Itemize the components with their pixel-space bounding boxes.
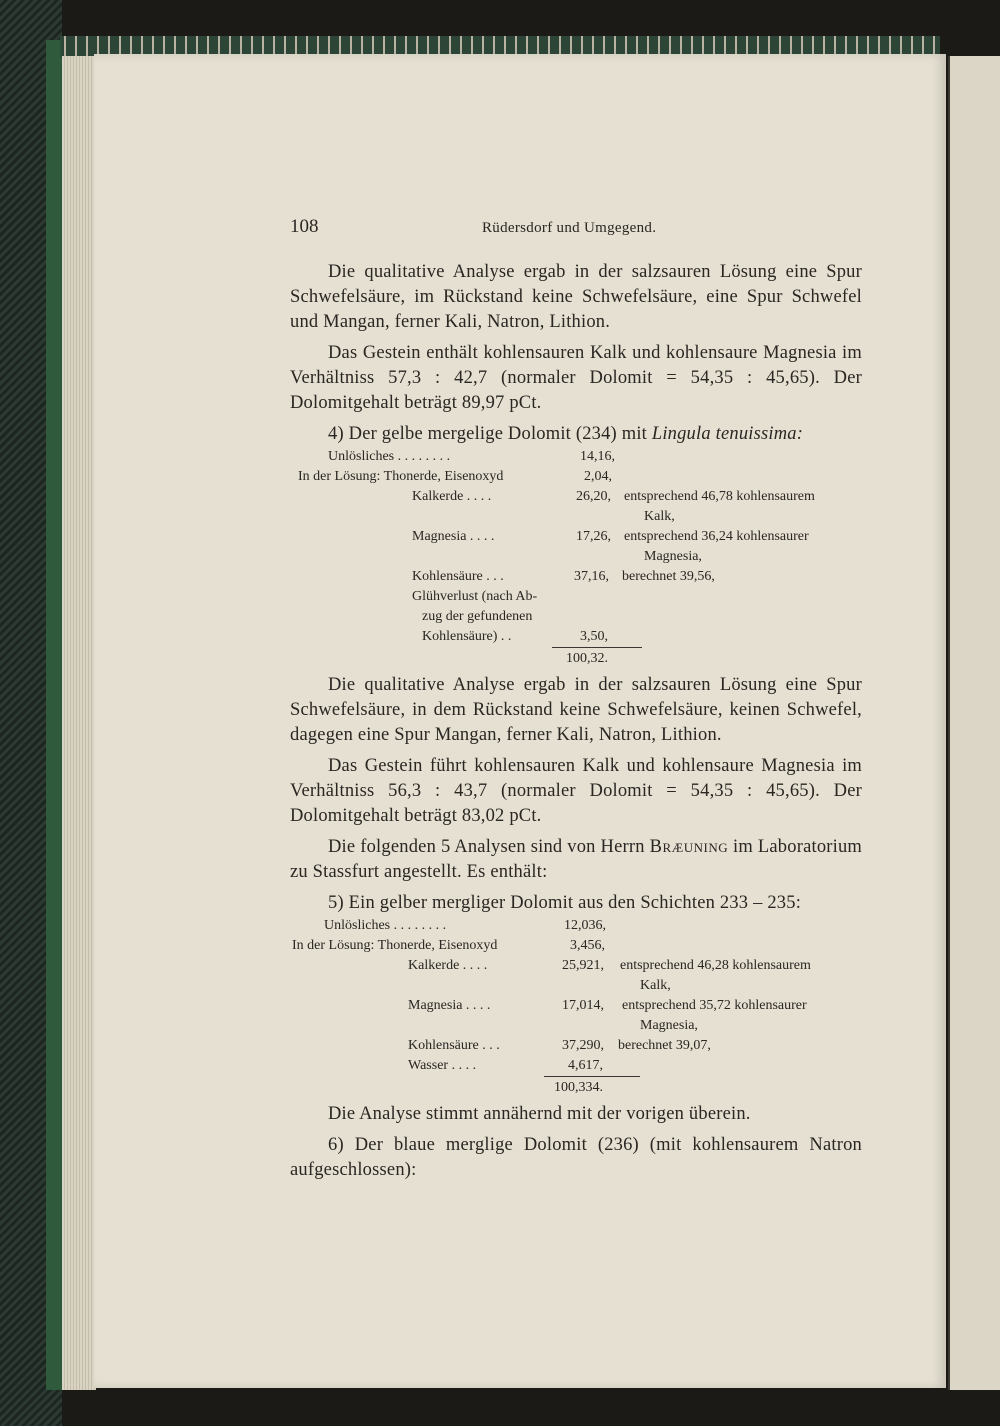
- author-name: Bræuning: [649, 837, 729, 857]
- page-header: [290, 216, 862, 246]
- analysis-4-heading: [290, 422, 862, 447]
- table-row: Kohlensäure . . . 37,16, berechnet 39,56,: [412, 569, 715, 584]
- page-content: [290, 216, 862, 1183]
- table-row: Magnesia . . . . 17,26, entsprechend 36,24 kohlensaurer: [412, 529, 809, 544]
- table-row: Kalkerde . . . . 25,921, entsprechend 46,28 kohlensaurem: [408, 958, 811, 973]
- paragraph: Die qualitative Analyse ergab in der salzsauren Lösung eine Spur Schwefelsäure, im Rückstand keine Schwefelsäure, eine Spur Schwefel und Mangan, ferner Kali, Natron, Lithion.: [290, 262, 862, 332]
- paragraph: Das Gestein enthält kohlensauren Kalk und kohlensaure Magnesia im Verhältniss 57,3 : 42,7 (normaler Dolomit = 54,35 : 45,65). Der Dolomitgehalt beträgt 89,97 pCt.: [290, 343, 862, 413]
- page-stack-edge: [62, 56, 96, 1390]
- facing-page-edge: [948, 56, 1000, 1390]
- table-row: Kohlensäure . . . 37,290, berechnet 39,07,: [408, 1038, 711, 1053]
- paragraph: 6) Der blaue merglige Dolomit (236) (mit kohlensaurem Natron aufgeschlossen):: [290, 1135, 862, 1180]
- analysis-4-table: [290, 447, 862, 669]
- table-row: Unlösliches . . . . . . . . 14,16,: [328, 449, 615, 464]
- table-row: Kalk,: [644, 509, 675, 524]
- table-sum: 100,32.: [566, 651, 608, 666]
- table-row: Magnesia,: [640, 1018, 698, 1033]
- page-number: 108: [290, 216, 319, 237]
- table-row: Kalk,: [640, 978, 671, 993]
- table-row: Glühverlust (nach Ab-: [412, 589, 538, 604]
- table-row: Unlösliches . . . . . . . . 12,036,: [324, 918, 606, 933]
- table-row: In der Lösung: Thonerde, Eisenoxyd 2,04,: [298, 469, 612, 484]
- paragraph: Die qualitative Analyse ergab in der salzsauren Lösung eine Spur Schwefelsäure, in dem Rückstand keine Schwefelsäure, keinen Schwefel, dagegen eine Spur Mangan, ferner Kali, Natron, Lithion.: [290, 675, 862, 745]
- paragraph: Die Analyse stimmt annähernd mit der vorigen überein.: [328, 1104, 751, 1124]
- table-row: Magnesia,: [644, 549, 702, 564]
- paragraph: Die folgenden 5 Analysen sind von Herrn Bræuning im Laboratorium zu Stassfurt angestellt. Es enthält:: [290, 837, 863, 882]
- table-row: Wasser . . . . 4,617,: [408, 1058, 603, 1073]
- table-row: Magnesia . . . . 17,014, entsprechend 35,72 kohlensaurer: [408, 998, 807, 1013]
- heading-text: 4) Der gelbe mergelige Dolomit (234) mit: [328, 424, 647, 444]
- cover-edge: [46, 40, 62, 1390]
- analysis-5-heading: 5) Ein gelber mergliger Dolomit aus den Schichten 233 – 235:: [328, 893, 802, 913]
- table-sum: 100,334.: [554, 1080, 603, 1095]
- table-row: Kalkerde . . . . 26,20, entsprechend 46,78 kohlensaurem: [412, 489, 815, 504]
- table-row: zug der gefundenen: [422, 609, 533, 624]
- paragraph: Das Gestein führt kohlensauren Kalk und kohlensaure Magnesia im Verhältniss 56,3 : 43,7 (normaler Dolomit = 54,35 : 45,65). Der Dolomitgehalt beträgt 83,02 pCt.: [290, 756, 862, 826]
- running-title: Rüdersdorf und Umgegend.: [482, 220, 657, 236]
- table-row: In der Lösung: Thonerde, Eisenoxyd 3,456,: [292, 938, 605, 953]
- species-name: Lingula tenuissima:: [651, 424, 804, 444]
- analysis-5-table: [290, 916, 862, 1098]
- table-row: Kohlensäure) . . 3,50,: [422, 629, 608, 644]
